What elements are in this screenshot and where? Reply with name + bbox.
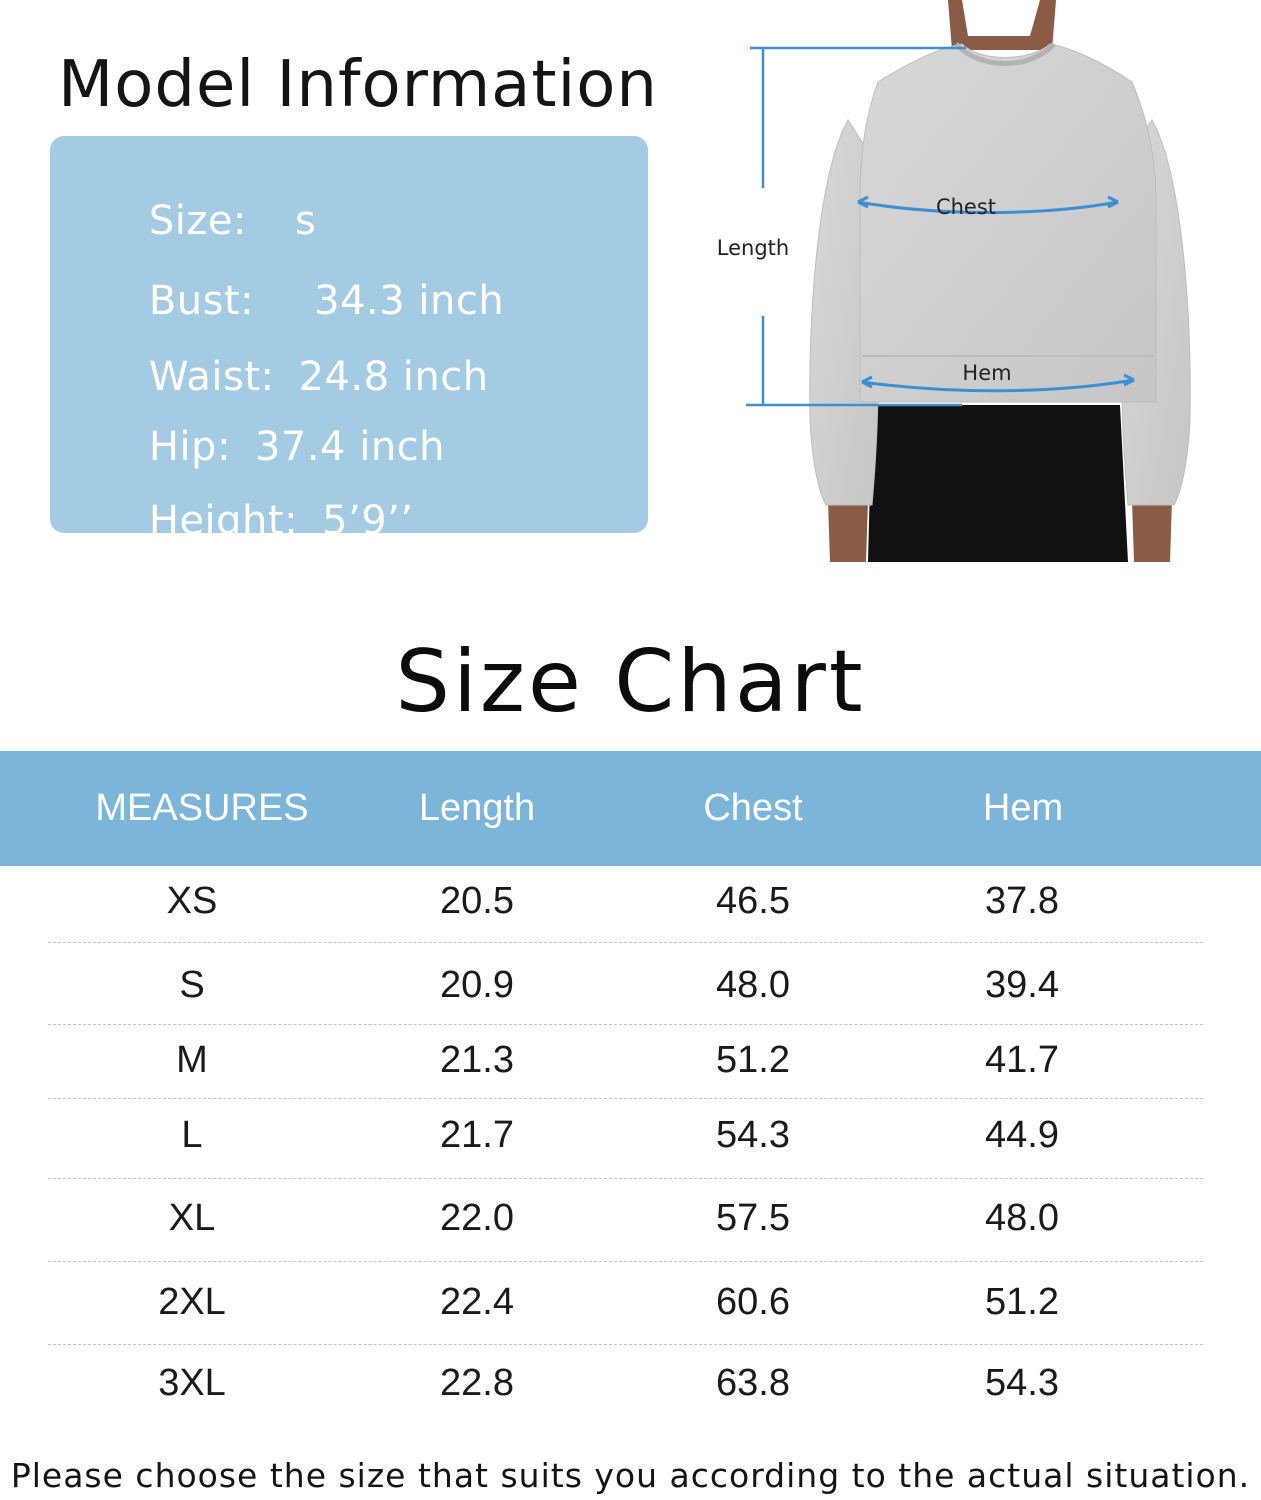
size-cell: M	[176, 1039, 208, 1081]
height-value: 5’9’’	[322, 498, 414, 544]
waist-label: Waist:	[148, 354, 275, 400]
size-value: s	[294, 198, 317, 244]
chest-label: Chest	[935, 195, 997, 219]
sweatshirt-body	[860, 44, 1156, 402]
waist-value: 24.8 inch	[298, 354, 489, 400]
size-chart-header	[0, 751, 1261, 866]
length-cell: 21.7	[440, 1114, 514, 1156]
length-cell: 22.8	[440, 1362, 514, 1404]
leggings	[868, 405, 1128, 562]
length-cell: 21.3	[440, 1039, 514, 1081]
size-cell: 2XL	[158, 1281, 226, 1323]
model-information-title: Model Information	[58, 48, 658, 122]
hip-value: 37.4 inch	[254, 424, 446, 470]
bust-value: 34.3 inch	[314, 278, 505, 324]
height-label: Height:	[148, 498, 299, 544]
length-cell: 20.5	[440, 880, 514, 922]
model-height-row	[96, 452, 414, 590]
row-divider	[48, 1344, 1203, 1345]
size-cell: S	[179, 964, 205, 1006]
chest-cell: 46.5	[716, 880, 790, 922]
bust-label: Bust:	[148, 278, 255, 324]
size-chart-title: Size Chart	[395, 632, 866, 732]
hem-cell: 41.7	[985, 1039, 1059, 1081]
header-measures: MEASURES	[95, 787, 309, 829]
right-hand	[1132, 500, 1172, 562]
length-cell: 22.0	[440, 1197, 514, 1239]
row-divider	[48, 942, 1203, 943]
size-cell: XS	[166, 880, 218, 922]
hem-cell: 48.0	[985, 1197, 1059, 1239]
hip-label: Hip:	[148, 424, 231, 470]
chest-cell: 54.3	[716, 1114, 790, 1156]
hem-cell: 54.3	[985, 1362, 1059, 1404]
header-chest: Chest	[703, 787, 803, 829]
chest-cell: 51.2	[716, 1039, 790, 1081]
header-length: Length	[418, 787, 536, 829]
left-hand	[828, 500, 868, 562]
chest-cell: 57.5	[716, 1197, 790, 1239]
row-divider	[48, 1024, 1203, 1025]
size-label: Size:	[148, 198, 247, 244]
hem-cell: 37.8	[985, 880, 1059, 922]
hem-label: Hem	[962, 361, 1012, 385]
chest-cell: 60.6	[716, 1281, 790, 1323]
chest-cell: 48.0	[716, 964, 790, 1006]
row-divider	[48, 1178, 1203, 1179]
row-divider	[48, 1261, 1203, 1262]
length-label: Length	[716, 236, 790, 260]
hem-cell: 39.4	[985, 964, 1059, 1006]
chest-cell: 63.8	[716, 1362, 790, 1404]
length-cell: 22.4	[440, 1281, 514, 1323]
hem-cell: 51.2	[985, 1281, 1059, 1323]
model-info-box	[50, 136, 648, 544]
row-divider	[48, 1098, 1203, 1099]
footer-note: Please choose the size that suits you according to the actual situation.	[10, 1456, 1251, 1495]
size-cell: 3XL	[158, 1362, 226, 1404]
size-cell: XL	[168, 1197, 216, 1239]
hem-cell: 44.9	[985, 1114, 1059, 1156]
size-cell: L	[181, 1114, 203, 1156]
length-cell: 20.9	[440, 964, 514, 1006]
model-neck	[948, 0, 1056, 50]
sweatshirt-measurement-photo	[700, 0, 1261, 562]
header-hem: Hem	[982, 787, 1064, 829]
